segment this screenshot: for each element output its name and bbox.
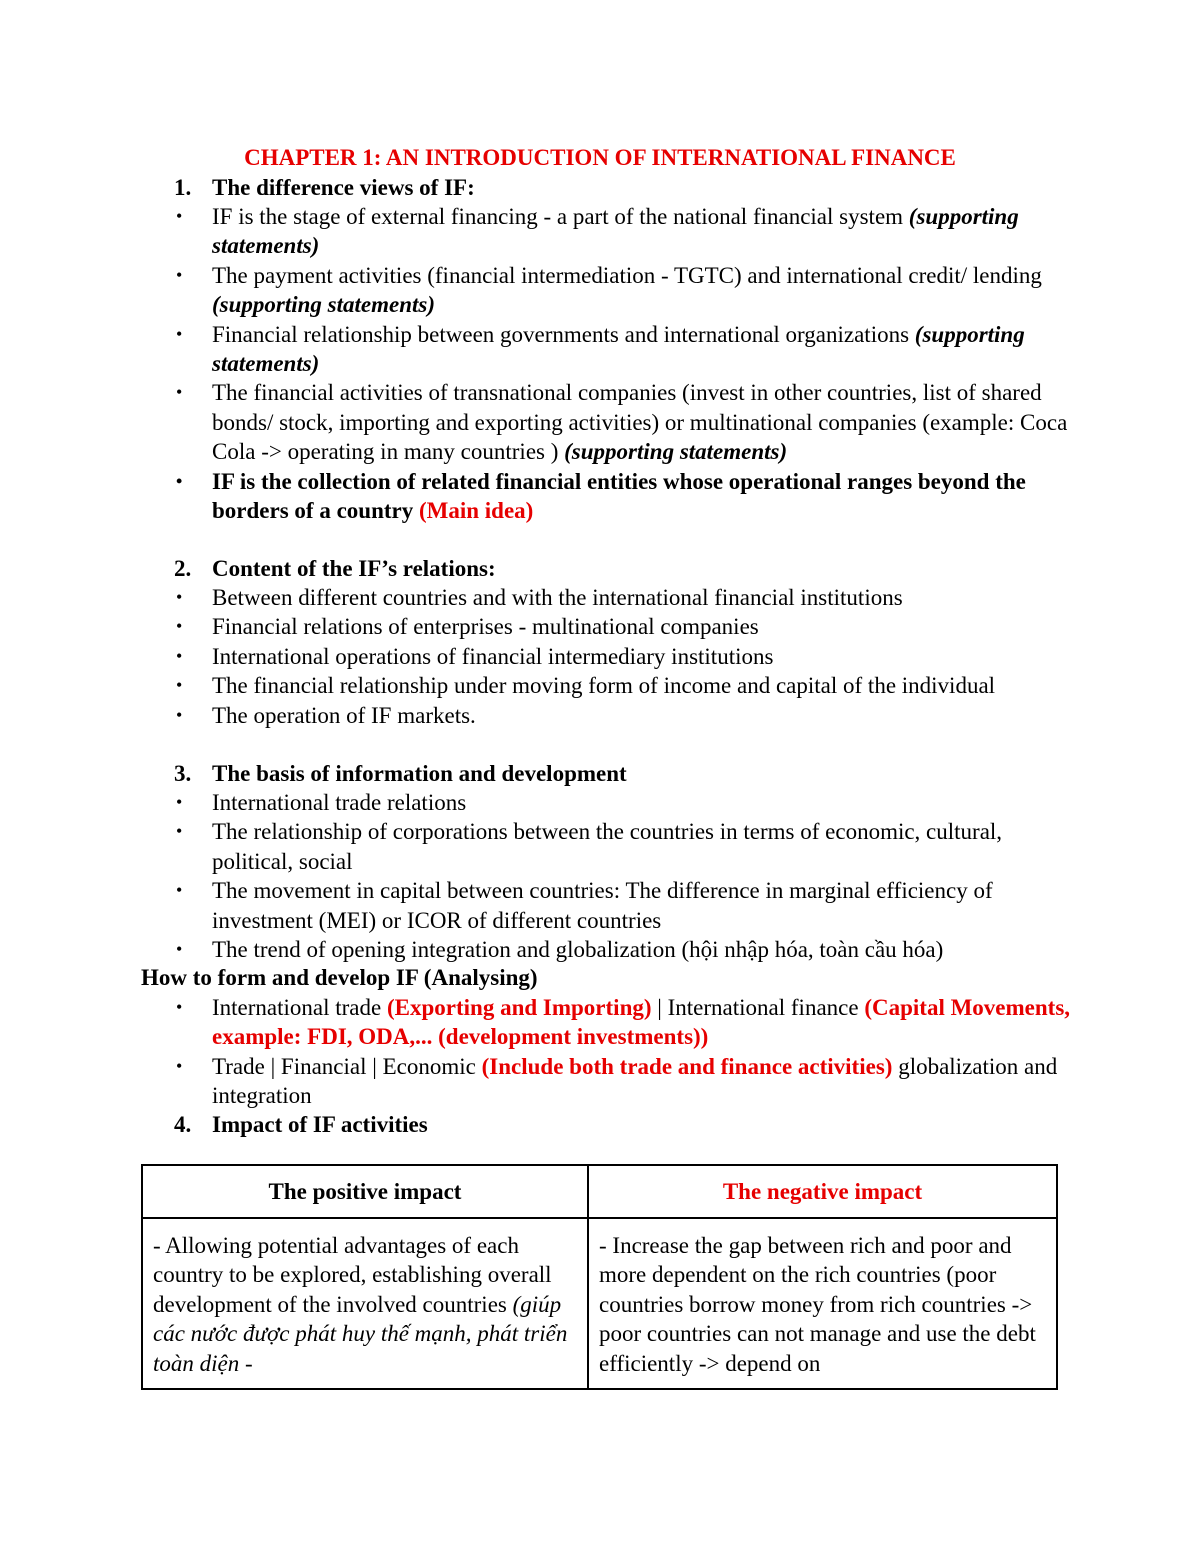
section-2-heading	[174, 554, 496, 583]
impact-table	[141, 1164, 1058, 1390]
bullet-icon: •	[176, 939, 183, 960]
howto-list	[174, 993, 1074, 1111]
section-3-list	[174, 788, 1074, 964]
item-text: | International finance	[651, 995, 865, 1020]
list-item	[174, 642, 1074, 671]
bullet-icon: •	[176, 675, 183, 696]
list-item	[174, 202, 1074, 261]
negative-impact-cell	[588, 1218, 1057, 1389]
list-item	[174, 993, 1074, 1052]
section-number: 3.	[174, 761, 192, 786]
bullet-icon: •	[176, 821, 183, 842]
bullet-icon: •	[176, 880, 183, 901]
item-highlight: (Capital Movements, example: FDI, ODA,... (development investments))	[212, 995, 1071, 1050]
list-item	[174, 817, 1042, 876]
item-text: The relationship of corporations between the countries in terms of economic, cultural, political, social	[212, 819, 1003, 874]
bullet-icon: •	[176, 587, 183, 607]
item-text: globalization and integration	[212, 1053, 1058, 1109]
item-text: The payment activities (financial intermediation - TGTC) and international credit/ lending	[212, 262, 1042, 288]
table-header-row	[142, 1165, 1057, 1218]
item-highlight: (Exporting and Importing)	[386, 995, 652, 1020]
bullet-icon: •	[176, 206, 183, 226]
table-row	[142, 1218, 1057, 1389]
item-text: Trade | Financial | Economic	[212, 1053, 482, 1079]
bullet-icon: •	[176, 1055, 183, 1076]
section-title: The difference views of IF:	[212, 175, 475, 200]
item-note: (supporting statements)	[212, 292, 436, 318]
list-item	[174, 788, 1074, 817]
section-3-heading	[174, 759, 627, 788]
item-note: (supporting statements)	[564, 439, 788, 465]
item-text: The movement in capital between countries: The difference in marginal efficiency of investment (MEI) or ICOR of different countries	[212, 878, 993, 933]
section-4-heading	[174, 1110, 428, 1139]
bullet-icon: •	[176, 645, 183, 666]
cell-text: - Increase the gap between rich and poor and more dependent on the rich countries (poor countries borrow money from rich countries -> poor countries can not manage and use the debt efficiently -> depend on	[599, 1233, 1036, 1376]
item-highlight: (Include both trade and finance activities)	[481, 1053, 893, 1079]
section-1-heading	[174, 173, 475, 202]
item-text: Financial relationship between governments and international organizations	[212, 321, 915, 347]
cell-italic-text: (giúp các nước được phát huy thế mạnh, phát triển toàn diện -	[153, 1291, 568, 1376]
cell-text: - Allowing potential advantages of each country to be explored, establishing overall development of the involved countries	[153, 1233, 552, 1317]
section-number: 4.	[174, 1112, 192, 1137]
bullet-icon: •	[176, 470, 183, 491]
bullet-icon: •	[176, 264, 183, 285]
bullet-icon: •	[176, 382, 183, 403]
list-item-main-idea	[174, 467, 1074, 526]
positive-impact-cell	[142, 1218, 588, 1389]
item-text: Financial relations of enterprises - multinational companies	[212, 614, 759, 640]
chapter-title: CHAPTER 1: AN INTRODUCTION OF INTERNATIONAL FINANCE	[244, 145, 956, 170]
item-text: Between different countries and with the international financial institutions	[212, 585, 903, 610]
item-text: The financial relationship under moving form of income and capital of the individual	[212, 673, 996, 699]
section-1-list	[174, 202, 1074, 525]
section-title: Impact of IF activities	[212, 1112, 428, 1137]
section-title: The basis of information and development	[212, 761, 627, 786]
negative-impact-header: The negative impact	[588, 1165, 1057, 1218]
item-text: International trade relations	[212, 790, 467, 815]
item-text: The financial activities of transnational companies (invest in other countries, list of shared bonds/ stock, importing and exporting activities) or multinational companies (example: Coca Cola -> operating in many countries )	[212, 380, 1068, 465]
bullet-icon: •	[176, 792, 183, 812]
list-item	[174, 1052, 1074, 1111]
list-item	[174, 378, 1074, 466]
main-idea-text: IF is the collection of related financial entities whose operational ranges beyond the borders of a country	[212, 468, 1026, 524]
item-note: (supporting statements)	[212, 321, 1025, 377]
list-item	[174, 583, 1074, 612]
item-text: International trade	[212, 995, 387, 1020]
item-text: The trend of opening integration and globalization (hội nhập hóa, toàn cầu hóa)	[212, 937, 944, 963]
section-number: 1.	[174, 175, 192, 200]
bullet-icon: •	[176, 997, 183, 1017]
main-idea-note: (Main idea)	[418, 498, 534, 524]
bullet-icon: •	[176, 323, 183, 344]
item-note: (supporting statements)	[212, 204, 1019, 259]
list-item	[174, 320, 1074, 379]
list-item	[174, 671, 1002, 700]
section-2-list	[174, 583, 1074, 730]
list-item	[174, 876, 1074, 935]
section-title: Content of the IF’s relations:	[212, 556, 496, 581]
list-item	[174, 701, 1074, 730]
item-text: IF is the stage of external financing - a part of the national financial system	[212, 204, 909, 229]
item-text: International operations of financial intermediary institutions	[212, 643, 774, 669]
bullet-icon: •	[176, 616, 183, 637]
list-item	[174, 261, 1074, 320]
list-item	[174, 612, 1074, 641]
list-item	[174, 935, 1074, 964]
item-text: The operation of IF markets.	[212, 702, 476, 728]
bullet-icon: •	[176, 704, 183, 725]
howto-heading: How to form and develop IF (Analysing)	[141, 965, 538, 990]
positive-impact-header: The positive impact	[142, 1165, 588, 1218]
section-number: 2.	[174, 556, 192, 581]
